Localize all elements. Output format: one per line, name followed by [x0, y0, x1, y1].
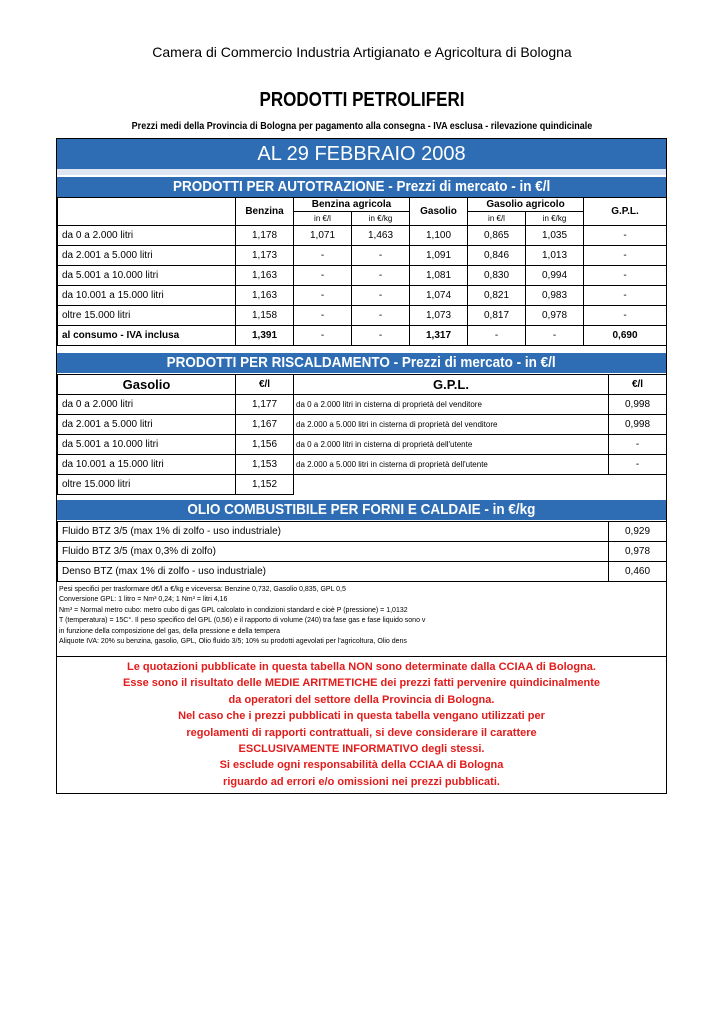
cell-ga-l: 0,846	[468, 246, 526, 266]
cell-gpl: -	[584, 266, 667, 286]
table-row	[58, 475, 667, 495]
disclaimer-line: Nel caso che i prezzi pubblicati in questa tabella vengano utilizzati per	[178, 710, 545, 723]
row-label: Denso BTZ (max 1% di zolfo - uso industriale)	[58, 562, 609, 582]
row-label: Fluido BTZ 3/5 (max 0,3% di zolfo)	[58, 542, 609, 562]
cell-gpl-label	[294, 475, 609, 495]
cell-ga-l: 0,865	[468, 226, 526, 246]
cell-gpl-price	[609, 475, 667, 495]
cell-price: 1,167	[236, 415, 294, 435]
note-line: Nm³ = Normal metro cubo: metro cubo di gas GPL calcolato in condizioni standard e cioè P (pressione) = 1,0132	[59, 606, 408, 614]
disclaimer-line: Esse sono il risultato delle MEDIE ARITMETICHE dei prezzi fatti pervenire quindicinalmente	[123, 677, 600, 690]
cell-gasolio: 1,100	[410, 226, 468, 246]
cell-ba-kg: -	[352, 246, 410, 266]
cell-price: 1,156	[236, 435, 294, 455]
row-label: da 2.001 a 5.000 litri	[58, 246, 236, 266]
header-unit-gpl: €/l	[609, 375, 667, 395]
cell-gpl: 0,690	[584, 326, 667, 346]
header-ba-kg: in €/kg	[352, 212, 410, 226]
cell-price: 1,153	[236, 455, 294, 475]
cell-benzina: 1,391	[236, 326, 294, 346]
cell-ba-l: -	[294, 286, 352, 306]
cell-ga-l: 0,821	[468, 286, 526, 306]
notes-block	[57, 585, 666, 657]
section-olio-title	[57, 500, 666, 520]
autotrazione-table	[57, 197, 667, 346]
header-ga-l: in €/l	[468, 212, 526, 226]
row-label: da 0 a 2.000 litri	[58, 226, 236, 246]
cell-price: 0,978	[609, 542, 667, 562]
cell-gasolio: 1,081	[410, 266, 468, 286]
cell-gpl-price: -	[609, 435, 667, 455]
cell-gasolio: 1,074	[410, 286, 468, 306]
table-row	[58, 266, 667, 286]
section-riscaldamento-title-text: PRODOTTI PER RISCALDAMENTO - Prezzi di mercato - in €/l	[166, 354, 557, 371]
cell-ba-l: 1,071	[294, 226, 352, 246]
header-gpl-risc: G.P.L.	[294, 375, 609, 395]
section-olio-title-text: OLIO COMBUSTIBILE PER FORNI E CALDAIE - in €/kg	[187, 501, 536, 518]
cell-gpl-price: 0,998	[609, 415, 667, 435]
cell-ga-kg: 1,035	[526, 226, 584, 246]
page-subtitle: Prezzi medi della Provincia di Bologna per pagamento alla consegna - IVA esclusa - rilevazione quindicinale	[131, 121, 593, 132]
cell-ga-kg: 0,983	[526, 286, 584, 306]
cell-ba-l: -	[294, 306, 352, 326]
cell-ba-kg: -	[352, 306, 410, 326]
row-label: da 10.001 a 15.000 litri	[58, 455, 236, 475]
cell-ga-kg: 0,978	[526, 306, 584, 326]
cell-benzina: 1,163	[236, 266, 294, 286]
page-title: PRODOTTI PETROLIFERI	[259, 89, 465, 111]
header-empty	[58, 198, 236, 226]
cell-gpl-label: da 0 a 2.000 litri in cisterna di proprietà dell'utente	[294, 435, 609, 455]
table-row	[58, 435, 667, 455]
cell-benzina: 1,178	[236, 226, 294, 246]
cell-benzina: 1,158	[236, 306, 294, 326]
cell-price: 1,177	[236, 395, 294, 415]
disclaimer-line: ESCLUSIVAMENTE INFORMATIVO degli stessi.	[238, 743, 485, 756]
table-row	[58, 522, 667, 542]
cell-ga-l: -	[468, 326, 526, 346]
cell-ba-kg: -	[352, 326, 410, 346]
cell-ba-kg: -	[352, 266, 410, 286]
date-banner: AL 29 FEBBRAIO 2008	[57, 139, 666, 169]
table-row	[58, 542, 667, 562]
row-label: da 10.001 a 15.000 litri	[58, 286, 236, 306]
cell-gasolio: 1,317	[410, 326, 468, 346]
cell-gasolio: 1,091	[410, 246, 468, 266]
disclaimer-line: Le quotazioni pubblicate in questa tabella NON sono determinate dalla CCIAA di Bologna.	[127, 661, 596, 673]
row-label: Fluido BTZ 3/5 (max 1% di zolfo - uso industriale)	[58, 522, 609, 542]
header-ga-kg: in €/kg	[526, 212, 584, 226]
cell-gpl-price: -	[609, 455, 667, 475]
disclaimer-line: riguardo ad errori e/o omissioni nei prezzi pubblicati.	[223, 775, 500, 788]
cell-price: 0,929	[609, 522, 667, 542]
cell-gpl: -	[584, 246, 667, 266]
cell-ba-kg: 1,463	[352, 226, 410, 246]
cell-benzina: 1,163	[236, 286, 294, 306]
chamber-name: Camera di Commercio Industria Artigianato e Agricoltura di Bologna	[152, 44, 572, 60]
header-gpl: G.P.L.	[584, 198, 667, 226]
note-line: Conversione GPL: 1 litro = Nm³ 0,24; 1 Nm³ = litri 4,16	[59, 596, 228, 604]
section-riscaldamento-title	[57, 353, 666, 373]
cell-gpl-label: da 2.000 a 5.000 litri in cisterna di proprietà dell'utente	[294, 455, 609, 475]
row-label: oltre 15.000 litri	[58, 475, 236, 495]
table-row	[58, 306, 667, 326]
row-label: da 2.001 a 5.000 litri	[58, 415, 236, 435]
disclaimer-line: da operatori del settore della Provincia di Bologna.	[228, 693, 495, 706]
table-row	[58, 326, 667, 346]
cell-ga-kg: -	[526, 326, 584, 346]
row-label: oltre 15.000 litri	[58, 306, 236, 326]
cell-ga-kg: 0,994	[526, 266, 584, 286]
cell-gpl-price: 0,998	[609, 395, 667, 415]
cell-gpl: -	[584, 306, 667, 326]
cell-ga-kg: 1,013	[526, 246, 584, 266]
disclaimer-block	[57, 659, 666, 790]
cell-benzina: 1,173	[236, 246, 294, 266]
row-label: da 5.001 a 10.000 litri	[58, 435, 236, 455]
disclaimer-line: Si esclude ogni responsabilità della CCIAA di Bologna	[219, 759, 504, 772]
cell-gpl: -	[584, 226, 667, 246]
cell-ba-l: -	[294, 266, 352, 286]
note-line: in funzione della composizione del gas, della pressione e della tempera	[59, 627, 281, 635]
note-line: Pesi specifici per trasformare d€/l a €/kg e viceversa: Benzine 0,732, Gasolio 0,835, GPL 0,5	[59, 586, 346, 593]
cell-price: 1,152	[236, 475, 294, 495]
table-row	[58, 246, 667, 266]
cell-gpl: -	[584, 286, 667, 306]
price-frame	[56, 138, 667, 794]
table-row	[58, 562, 667, 582]
disclaimer-line: regolamenti di rapporti contrattuali, si deve considerare il carattere	[186, 726, 537, 739]
row-label: da 0 a 2.000 litri	[58, 395, 236, 415]
cell-price: 0,460	[609, 562, 667, 582]
banner-gap	[57, 169, 666, 175]
row-label: al consumo - IVA inclusa	[58, 326, 236, 346]
olio-table	[57, 521, 667, 582]
header-gasolio-agricolo: Gasolio agricolo	[468, 198, 584, 212]
cell-ga-l: 0,830	[468, 266, 526, 286]
note-line: T (temperatura) = 15C°. Il peso specifico del GPL (0,56) e il rapporto di volume (240) tra fase gas e fase liquido sono v	[59, 617, 426, 625]
cell-ba-l: -	[294, 326, 352, 346]
cell-gpl-label: da 2.000 a 5.000 litri in cisterna di proprietà del venditore	[294, 415, 609, 435]
header-gasolio-risc: Gasolio	[58, 375, 236, 395]
header-benzina-agricola: Benzina agricola	[294, 198, 410, 212]
table-row	[58, 415, 667, 435]
table-row	[58, 226, 667, 246]
note-line: Aliquote IVA: 20% su benzina, gasolio, GPL, Olio fluido 3/5; 10% su prodotti agevolati per l'agricoltura, Olio dens	[59, 638, 407, 646]
section-autotrazione-title-text: PRODOTTI PER AUTOTRAZIONE - Prezzi di mercato - in €/l	[172, 178, 551, 195]
table-row	[58, 286, 667, 306]
header-unit: €/l	[236, 375, 294, 395]
header-ba-l: in €/l	[294, 212, 352, 226]
cell-ga-l: 0,817	[468, 306, 526, 326]
header-gasolio: Gasolio	[410, 198, 468, 226]
cell-ba-l: -	[294, 246, 352, 266]
cell-gasolio: 1,073	[410, 306, 468, 326]
table-row	[58, 455, 667, 475]
cell-ba-kg: -	[352, 286, 410, 306]
cell-gpl-label: da 0 a 2.000 litri in cisterna di proprietà del venditore	[294, 395, 609, 415]
table-row	[58, 395, 667, 415]
section-autotrazione-title	[57, 177, 666, 197]
riscaldamento-table	[57, 374, 667, 495]
row-label: da 5.001 a 10.000 litri	[58, 266, 236, 286]
header-benzina: Benzina	[236, 198, 294, 226]
